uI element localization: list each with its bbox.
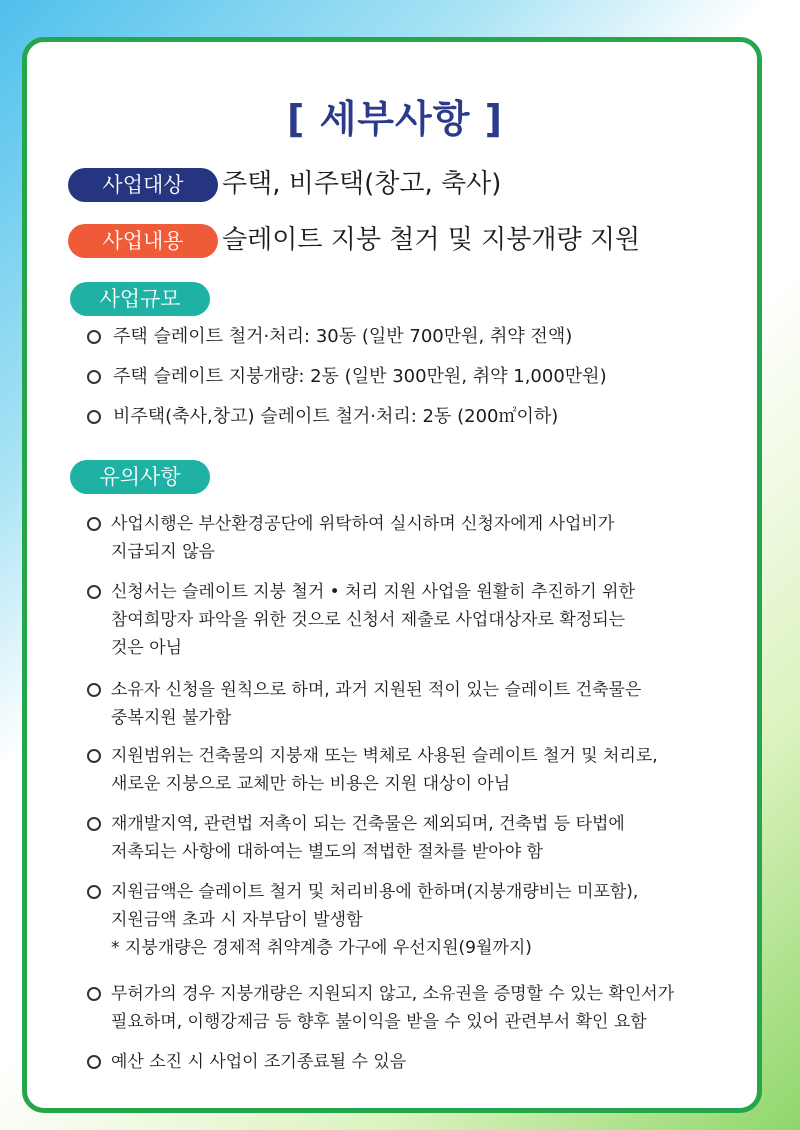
content-badge: 사업내용 [68,224,218,258]
scale-item [87,320,572,354]
circle-bullet-icon [87,1055,101,1069]
note-line: 지원금액은 슬레이트 철거 및 처리비용에 한하며(지붕개량비는 미포함), [111,882,639,902]
note-line: 저촉되는 사항에 대하여는 별도의 적법한 절차를 받아야 함 [111,842,543,862]
note-line: 사업시행은 부산환경공단에 위탁하여 실시하며 신청자에게 사업비가 [111,514,615,534]
circle-bullet-icon [87,683,101,697]
note-item [87,742,658,798]
note-line: 소유자 신청을 원칙으로 하며, 과거 지원된 적이 있는 슬레이트 건축물은 [111,680,642,700]
circle-bullet-icon [87,749,101,763]
notes-badge: 유의사항 [70,460,210,494]
note-line: 무허가의 경우 지붕개량은 지원되지 않고, 소유권을 증명할 수 있는 확인서가 [111,984,675,1004]
note-line: 신청서는 슬레이트 지붕 철거 • 처리 지원 사업을 원활히 추진하기 위한 [111,582,635,602]
target-badge: 사업대상 [68,168,218,202]
circle-bullet-icon [87,817,101,831]
note-item [87,676,641,732]
scale-item-text: 비주택(축사,창고) 슬레이트 철거·처리: 2동 (200㎡이하) [113,406,559,427]
note-item [87,980,674,1036]
circle-bullet-icon [87,585,101,599]
circle-bullet-icon [87,330,101,344]
target-text: 주택, 비주택(창고, 축사) [222,169,502,199]
page-title: [ 세부사항 ] [286,97,504,141]
details-card [22,37,762,1113]
note-line: * 지붕개량은 경제적 취약계층 가구에 우선지원(9월까지) [111,938,532,958]
note-item [87,878,638,962]
scale-item [87,400,558,434]
scale-badge: 사업규모 [70,282,210,316]
circle-bullet-icon [87,885,101,899]
circle-bullet-icon [87,987,101,1001]
note-line: 지원범위는 건축물의 지붕재 또는 벽체로 사용된 슬레이트 철거 및 처리로, [111,746,658,766]
note-line: 예산 소진 시 사업이 조기종료될 수 있음 [111,1052,407,1072]
note-line: 새로운 지붕으로 교체만 하는 비용은 지원 대상이 아님 [111,774,511,794]
note-line: 지급되지 않음 [111,542,215,562]
scale-item-text: 주택 슬레이트 철거·처리: 30동 (일반 700만원, 취약 전액) [113,326,573,347]
note-item [87,578,635,662]
note-item [87,810,625,866]
circle-bullet-icon [87,517,101,531]
note-line: 중복지원 불가함 [111,708,232,728]
scale-item-text: 주택 슬레이트 지붕개량: 2동 (일반 300만원, 취약 1,000만원) [113,366,607,387]
circle-bullet-icon [87,370,101,384]
circle-bullet-icon [87,410,101,424]
note-line: 참여희망자 파악을 위한 것으로 신청서 제출로 사업대상자로 확정되는 [111,610,626,630]
note-item [87,510,614,566]
note-line: 필요하며, 이행강제금 등 향후 불이익을 받을 수 있어 관련부서 확인 요함 [111,1012,647,1032]
note-item [87,1048,406,1076]
content-text: 슬레이트 지붕 철거 및 지붕개량 지원 [222,225,641,255]
scale-item [87,360,607,394]
note-line: 것은 아님 [111,638,183,658]
note-line: 지원금액 초과 시 자부담이 발생함 [111,910,363,930]
note-line: 재개발지역, 관련법 저촉이 되는 건축물은 제외되며, 건축법 등 타법에 [111,814,625,834]
